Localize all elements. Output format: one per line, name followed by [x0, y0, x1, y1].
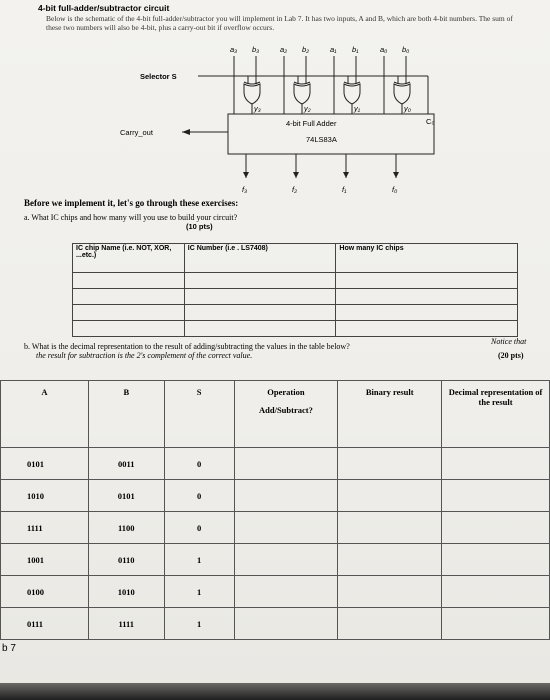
- table-row: [73, 305, 518, 321]
- table-row: [1, 448, 550, 480]
- col-header-ic-number: IC Number (i.e . LS7408): [184, 244, 336, 273]
- table-header-row: [73, 244, 518, 273]
- question-b-subtext: the result for subtraction is the 2's complement of the correct value.: [36, 351, 253, 360]
- question-a-points: (10 pts): [186, 222, 213, 231]
- table-row: [1, 480, 550, 512]
- chip-label: 74LS83A: [306, 135, 337, 144]
- gate-output-label: y₀: [404, 104, 411, 113]
- binary-result-cell[interactable]: [338, 448, 442, 480]
- input-label: a₁: [330, 45, 337, 54]
- col-header-decimal: Decimal representation of the result: [442, 381, 550, 448]
- value-a-cell: 1001: [1, 544, 89, 576]
- xor-gate-icon: [344, 82, 360, 104]
- ic-chips-table: [72, 243, 518, 337]
- binary-result-cell[interactable]: [338, 576, 442, 608]
- operation-cell[interactable]: [234, 448, 338, 480]
- intro-text: Below is the schematic of the 4-bit full-adder/subtractor you will implement in Lab 7. It has two inputs, A and B, which are both 4-bit numbers. The sum of these two numbers will also be 4-bit, plus a carry-out bit if overflow occurs.: [46, 14, 513, 32]
- value-a-cell: 0101: [1, 448, 89, 480]
- decimal-result-cell[interactable]: [442, 480, 550, 512]
- question-b: b. What is the decimal representation to the result of adding/subtracting the values in the table below?: [24, 342, 350, 351]
- chip-count-cell[interactable]: [336, 305, 518, 321]
- col-header-ic-name: IC chip Name (i.e. NOT, XOR, ...etc.): [73, 244, 185, 273]
- operation-cell[interactable]: [234, 480, 338, 512]
- input-label: a₂: [280, 45, 288, 54]
- chip-count-cell[interactable]: [336, 321, 518, 337]
- question-a: a. What IC chips and how many will you use to build your circuit?: [24, 213, 238, 222]
- table-row: [73, 273, 518, 289]
- value-s-cell: 1: [164, 608, 234, 640]
- table-row: [73, 289, 518, 305]
- xor-gate-icon: [244, 82, 260, 104]
- operation-cell[interactable]: [234, 608, 338, 640]
- output-label: f₂: [292, 185, 297, 194]
- value-b-cell: 0101: [88, 480, 164, 512]
- value-a-cell: 1010: [1, 480, 89, 512]
- value-b-cell: 0110: [88, 544, 164, 576]
- results-table: [0, 380, 550, 640]
- gate-output-label: y₁: [354, 104, 361, 113]
- question-b-points: (20 pts): [498, 351, 524, 360]
- arrow-left-icon: [182, 129, 190, 135]
- operation-cell[interactable]: [234, 544, 338, 576]
- table-row: [1, 544, 550, 576]
- output-label: f₁: [342, 185, 347, 194]
- input-label: b₂: [302, 45, 310, 54]
- output-label: f₀: [392, 185, 398, 194]
- value-s-cell: 0: [164, 512, 234, 544]
- input-label: b₁: [352, 45, 359, 54]
- decimal-result-cell[interactable]: [442, 512, 550, 544]
- table-row: [73, 321, 518, 337]
- value-b-cell: 1100: [88, 512, 164, 544]
- value-s-cell: 0: [164, 480, 234, 512]
- ic-number-cell[interactable]: [184, 289, 336, 305]
- binary-result-cell[interactable]: [338, 480, 442, 512]
- operation-cell[interactable]: [234, 576, 338, 608]
- gate-output-label: y₃: [254, 104, 261, 113]
- value-b-cell: 0011: [88, 448, 164, 480]
- table-header-row: [1, 381, 550, 448]
- value-a-cell: 1111: [1, 512, 89, 544]
- arrow-down-icon: [293, 172, 299, 178]
- carry-out-label: Carry_out: [120, 128, 153, 137]
- value-a-cell: 0111: [1, 608, 89, 640]
- arrow-down-icon: [393, 172, 399, 178]
- desk-background: [0, 683, 550, 700]
- arrow-down-icon: [243, 172, 249, 178]
- input-label: b₃: [252, 45, 260, 54]
- ic-name-cell[interactable]: [73, 321, 185, 337]
- col-header-chip-count: How many IC chips: [336, 244, 518, 273]
- xor-gate-icon: [294, 82, 310, 104]
- decimal-result-cell[interactable]: [442, 448, 550, 480]
- ic-name-cell[interactable]: [73, 273, 185, 289]
- col-header-operation: [234, 381, 338, 448]
- col-header-a: A: [1, 381, 89, 448]
- exercises-heading: Before we implement it, let's go through these exercises:: [24, 198, 239, 208]
- value-s-cell: 0: [164, 448, 234, 480]
- table-row: [1, 512, 550, 544]
- carry-in-label: C₀: [426, 117, 435, 126]
- table-row: [1, 576, 550, 608]
- operation-header: Operation: [267, 387, 305, 397]
- ic-name-cell[interactable]: [73, 305, 185, 321]
- operation-cell[interactable]: [234, 512, 338, 544]
- value-s-cell: 1: [164, 576, 234, 608]
- ic-number-cell[interactable]: [184, 273, 336, 289]
- col-header-binary: Binary result: [338, 381, 442, 448]
- page-number: b 7: [2, 643, 16, 654]
- binary-result-cell[interactable]: [338, 608, 442, 640]
- decimal-result-cell[interactable]: [442, 608, 550, 640]
- ic-number-cell[interactable]: [184, 305, 336, 321]
- section-title: 4-bit full-adder/subtractor circuit: [38, 3, 170, 13]
- input-label: a₃: [230, 45, 238, 54]
- operation-subheader: Add/Subtract?: [259, 405, 313, 415]
- chip-count-cell[interactable]: [336, 273, 518, 289]
- chip-count-cell[interactable]: [336, 289, 518, 305]
- decimal-result-cell[interactable]: [442, 576, 550, 608]
- col-header-s: S: [164, 381, 234, 448]
- adder-label: 4-bit Full Adder: [286, 119, 337, 128]
- gate-output-label: y₂: [304, 104, 311, 113]
- selector-label: Selector S: [140, 72, 177, 81]
- arrow-down-icon: [343, 172, 349, 178]
- decimal-result-cell[interactable]: [442, 544, 550, 576]
- input-label: b₀: [402, 45, 410, 54]
- ic-name-cell[interactable]: [73, 289, 185, 305]
- input-label: a₀: [380, 45, 388, 54]
- value-b-cell: 1111: [88, 608, 164, 640]
- value-b-cell: 1010: [88, 576, 164, 608]
- binary-result-cell[interactable]: [338, 512, 442, 544]
- xor-gate-icon: [394, 82, 410, 104]
- value-a-cell: 0100: [1, 576, 89, 608]
- table-row: [1, 608, 550, 640]
- value-s-cell: 1: [164, 544, 234, 576]
- binary-result-cell[interactable]: [338, 544, 442, 576]
- ic-number-cell[interactable]: [184, 321, 336, 337]
- output-label: f₃: [242, 185, 248, 194]
- adder-subtractor-schematic: [110, 42, 450, 202]
- col-header-b: B: [88, 381, 164, 448]
- question-b-notice: Notice that: [491, 337, 527, 346]
